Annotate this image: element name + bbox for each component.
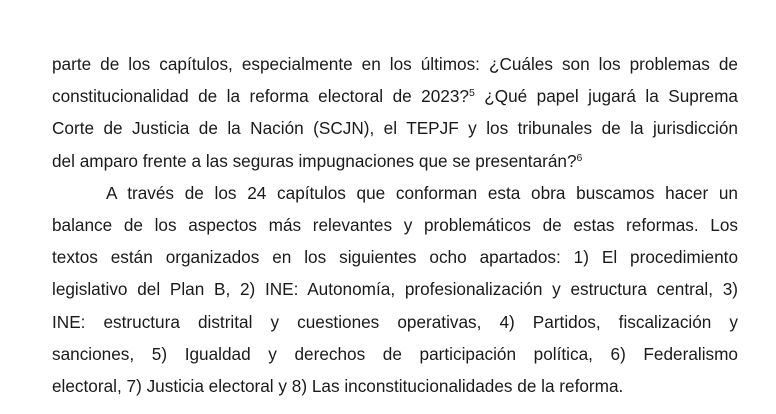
footnote-marker-5[interactable]: 5 bbox=[468, 87, 475, 100]
text-line: parte de los capítulos, especialmente en los últimos: ¿Cuáles son los problemas de bbox=[52, 54, 738, 74]
text-segment: del amparo frente a las seguras impugnaciones que se presentarán? bbox=[52, 150, 577, 171]
footnote-marker-6[interactable]: 6 bbox=[576, 151, 583, 164]
text-line: balance de los aspectos más relevantes y problemáticos de estas reformas. Los bbox=[52, 214, 738, 235]
text-line bbox=[52, 83, 738, 115]
text-line: electoral, 7) Justicia electoral y 8) Las inconstitucionalidades de la reforma. bbox=[52, 375, 624, 396]
text-line: sanciones, 5) Igualdad y derechos de participación política, 6) Federalismo bbox=[52, 343, 738, 364]
paragraph-1 bbox=[52, 51, 738, 180]
text-segment: constitucionalidad de la reforma electoral de 2023? bbox=[52, 86, 469, 107]
text-line: A través de los 24 capítulos que conforman esta obra buscamos hacer un bbox=[106, 182, 738, 203]
text-line: Corte de Justicia de la Nación (SCJN), el TEPJF y los tribunales de la jurisdicción bbox=[52, 118, 738, 139]
text-line: INE: estructura distrital y cuestiones operativas, 4) Partidos, fiscalización y bbox=[52, 311, 738, 332]
text-line: textos están organizados en los siguientes ocho apartados: 1) El procedimiento bbox=[52, 247, 738, 268]
document-body bbox=[52, 51, 738, 405]
paragraph-2 bbox=[52, 180, 738, 405]
text-line bbox=[52, 148, 738, 180]
text-segment: ¿Qué papel jugará la Suprema bbox=[484, 86, 738, 107]
text-line: legislativo del Plan B, 2) INE: Autonomía, profesionalización y estructura central, 3) bbox=[52, 279, 738, 300]
